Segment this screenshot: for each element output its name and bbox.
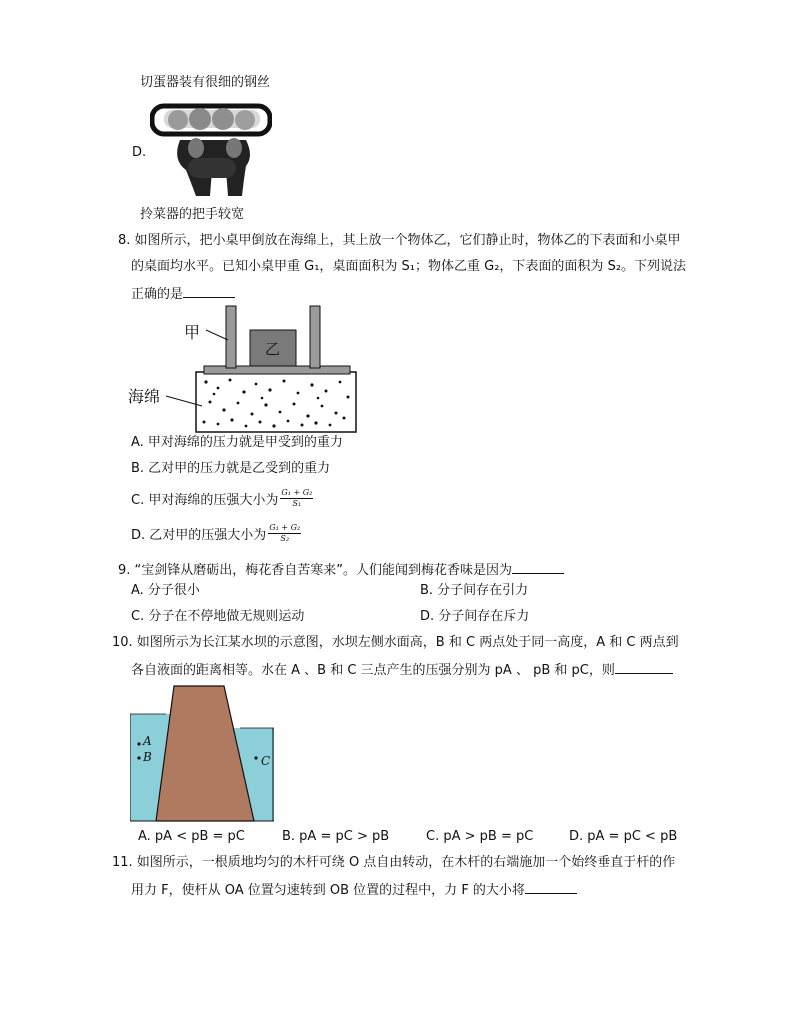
answer-blank [512,559,564,574]
egg-slicer-photo-icon [150,100,272,198]
point-a-label: A [143,734,152,748]
sponge-table-figure [126,302,362,434]
fraction-d-numerator: G₁ + G₂ [269,522,301,532]
q8-option-c [131,486,313,510]
q9-option-a: A. 分子很小 [131,583,200,598]
label-sponge: 海绵 [128,387,161,406]
q10-stem-line2 [131,659,673,681]
label-jia: 甲 [184,323,201,342]
point-c-label: C [261,754,271,768]
q10-option-b: B. pA = pC > pB [282,829,390,844]
q10-stem-line1: 10. 如图所示为长江某水坝的示意图，水坝左侧水面高，B 和 C 两点处于同一高度，A 和 C 两点到 [112,635,679,650]
q11-stem-line2 [131,879,577,901]
q10-option-d: D. pA = pC < pB [569,829,678,844]
egg-slicer-image [150,100,272,198]
q7-caption-c: 切蛋器装有很细的钢丝 [140,75,271,90]
sponge-table-diagram [126,302,362,434]
label-yi: 乙 [265,340,281,358]
q7-option-d-label: D. [132,145,147,160]
q10-option-a: A. pA < pB = pC [138,829,245,844]
q8-option-c-text: C. 甲对海绵的压强大小为 [131,492,279,508]
fraction-c [280,488,313,509]
q9-stem-text: 9. “宝剑锋从磨砺出，梅花香自苦寒来”。人们能闻到梅花香味是因为 [118,563,513,578]
q8-option-d [131,521,301,545]
q11-stem-line1: 11. 如图所示，一根质地均匀的木杆可绕 O 点自由转动，在木杆的右端施加一个始终垂直于杆的作 [112,855,676,870]
fraction-d [268,523,301,544]
q8-stem-line1: 8. 如图所示，把小桌甲倒放在海绵上，其上放一个物体乙，它们静止时，物体乙的下表面和小桌甲 [118,233,681,248]
q8-stem-text: 正确的是 [131,287,184,302]
q7-caption-d: 拎菜器的把手较宽 [140,207,245,222]
q9-stem [118,559,564,581]
q9-option-d: D. 分子间存在斥力 [420,609,530,624]
q10-option-c: C. pA > pB = pC [426,829,534,844]
q8-option-d-text: D. 乙对甲的压强大小为 [131,527,267,543]
q9-option-b: B. 分子间存在引力 [420,583,529,598]
fraction-c-numerator: G₁ + G₂ [281,487,313,497]
q8-option-b: B. 乙对甲的压力就是乙受到的重力 [131,461,331,476]
answer-blank [183,283,235,298]
fraction-c-denominator: S₁ [292,498,302,508]
point-b-label: B [143,750,152,764]
fraction-d-denominator: S₂ [280,533,290,543]
answer-blank [525,879,577,894]
q8-option-a: A. 甲对海绵的压力就是甲受到的重力 [131,435,343,450]
q8-stem-line2: 的桌面均水平。已知小桌甲重 G₁，桌面面积为 S₁；物体乙重 G₂，下表面的面积为 S₂。下列说法 [131,259,687,274]
q11-stem-text: 用力 F，使杆从 OA 位置匀速转到 OB 位置的过程中，力 F 的大小将 [131,883,525,898]
dam-figure [130,684,274,822]
q9-option-c: C. 分子在不停地做无规则运动 [131,609,305,624]
answer-blank [615,659,673,674]
q10-stem-text: 各自液面的距离相等。水在 A 、B 和 C 三点产生的压强分别为 pA 、 pB 和 pC，则 [131,663,615,678]
